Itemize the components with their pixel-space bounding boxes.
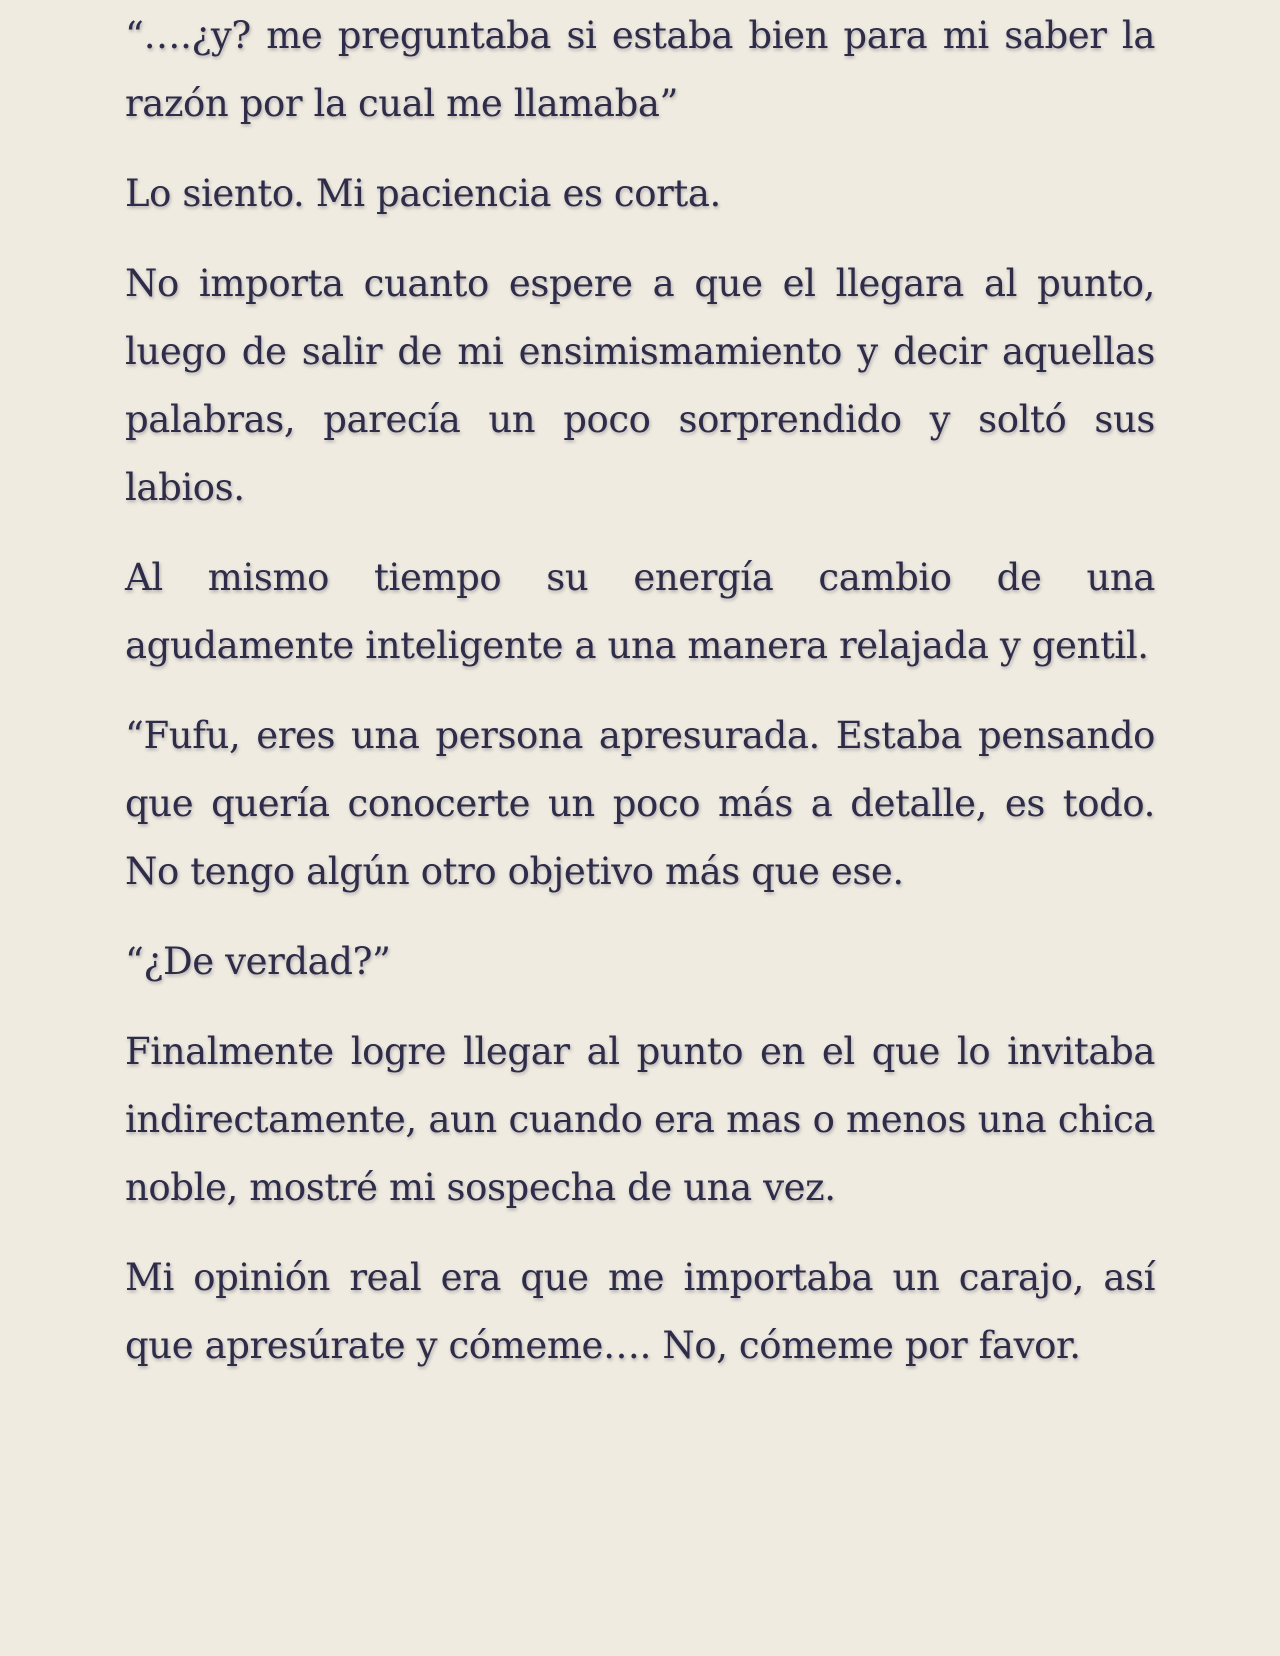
body-text <box>125 0 1155 1380</box>
paragraph-3: No importa cuanto espere a que el llegara al punto, luego de salir de mi ensimismamiento y decir aquellas palabras, parecía un poco sorprendido y soltó sus labios. <box>125 262 1155 509</box>
paragraph-5: “Fufu, eres una persona apresurada. Estaba pensando que quería conocerte un poco más a detalle, es todo. No tengo algún otro objetivo más que ese. <box>125 714 1155 893</box>
paragraph-1: “….¿y? me preguntaba si estaba bien para mi saber la razón por la cual me llamaba” <box>125 14 1155 125</box>
paragraph-4: Al mismo tiempo su energía cambio de una agudamente inteligente a una manera relajada y gentil. <box>125 556 1155 667</box>
paragraph-8: Mi opinión real era que me importaba un carajo, así que apresúrate y cómeme…. No, cómeme por favor. <box>125 1256 1155 1367</box>
paragraph-2: Lo siento. Mi paciencia es corta. <box>125 172 721 215</box>
paragraph-6: “¿De verdad?” <box>125 940 391 983</box>
paragraph-7: Finalmente logre llegar al punto en el que lo invitaba indirectamente, aun cuando era mas o menos una chica noble, mostré mi sospecha de una vez. <box>125 1030 1155 1209</box>
